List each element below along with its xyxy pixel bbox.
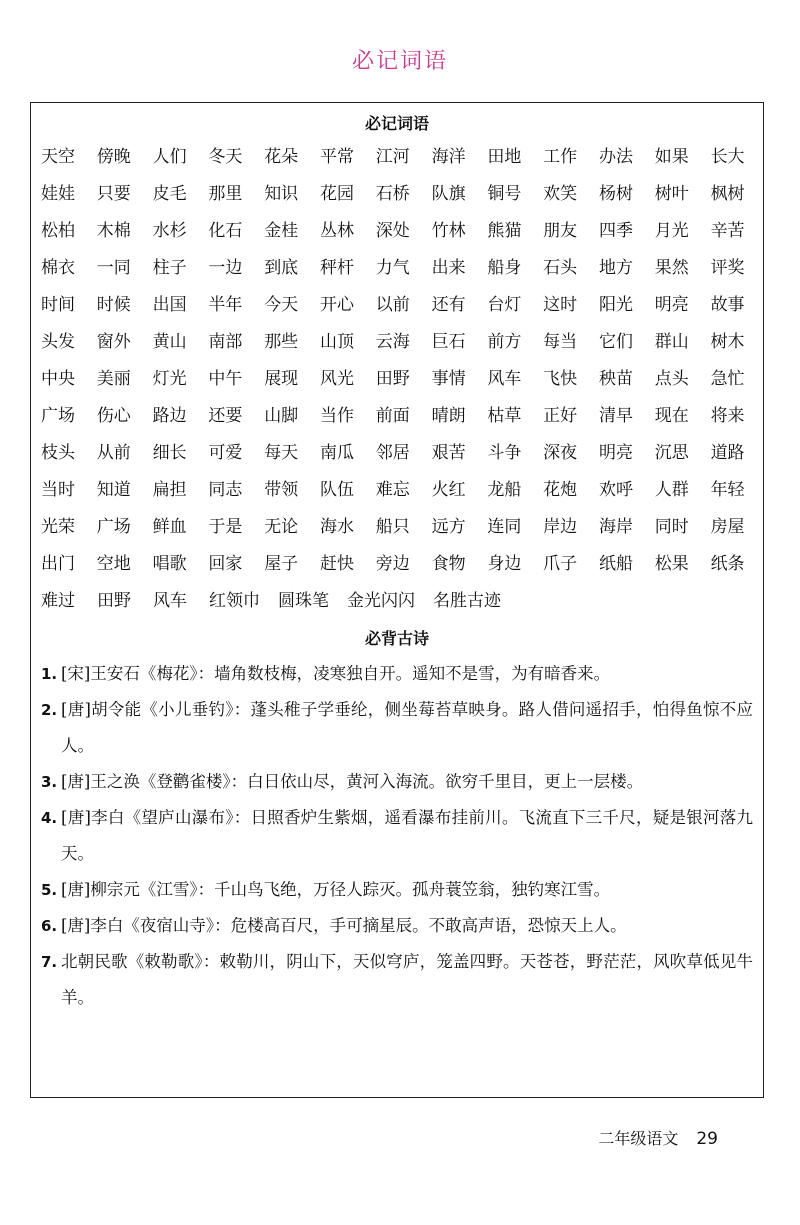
- word-item: 前面: [375, 406, 410, 426]
- word-item: 红领巾: [209, 591, 260, 611]
- word-item: 松柏: [41, 221, 75, 241]
- word-item: 还有: [431, 295, 466, 315]
- word-item: 半年: [208, 295, 243, 315]
- word-item: 力气: [375, 258, 410, 278]
- word-item: 阳光: [598, 295, 633, 315]
- word-item: 时候: [96, 295, 131, 315]
- word-item: 清早: [598, 406, 633, 426]
- word-item: 点头: [654, 369, 689, 389]
- words-grid: [41, 139, 753, 583]
- word-item: 事情: [431, 369, 466, 389]
- word-item: 丛林: [319, 221, 354, 241]
- word-item: 光荣: [41, 517, 75, 537]
- word-item: 窗外: [96, 332, 131, 352]
- word-item: 石头: [543, 258, 578, 278]
- word-item: 花园: [319, 184, 354, 204]
- word-item: 皮毛: [152, 184, 187, 204]
- word-item: 水杉: [152, 221, 187, 241]
- poem-number: 4.: [41, 809, 58, 827]
- word-item: 枫树: [710, 184, 745, 204]
- word-item: 名胜古迹: [433, 591, 501, 611]
- word-item: 深处: [375, 221, 410, 241]
- word-item: 海洋: [431, 147, 466, 167]
- word-item: 细长: [152, 443, 187, 463]
- poem-text: [唐]胡令能《小儿垂钓》：蓬头稚子学垂纶，侧坐莓苔草映身。路人借问遥招手，怕得鱼惊不应人。: [61, 700, 753, 755]
- word-item: 赶快: [319, 554, 354, 574]
- word-item: 花炮: [543, 480, 578, 500]
- word-item: 年轻: [710, 480, 745, 500]
- word-item: 办法: [598, 147, 633, 167]
- poem-text: [唐]王之涣《登鹳雀楼》：白日依山尽，黄河入海流。欲穷千里目，更上一层楼。: [61, 772, 644, 791]
- word-item: 如果: [654, 147, 689, 167]
- word-item: 出国: [152, 295, 187, 315]
- word-item: 那里: [208, 184, 243, 204]
- word-item: 队伍: [319, 480, 354, 500]
- word-item: 海岸: [598, 517, 633, 537]
- word-item: 果然: [654, 258, 689, 278]
- word-item: 可爱: [208, 443, 243, 463]
- word-item: 船身: [487, 258, 522, 278]
- poem-text: [唐]李白《夜宿山寺》：危楼高百尺，手可摘星辰。不敢高声语，恐惊天上人。: [61, 916, 627, 935]
- word-item: 巨石: [431, 332, 466, 352]
- poem-number: 6.: [41, 917, 58, 935]
- word-item: 风车: [487, 369, 522, 389]
- word-item: 棉衣: [41, 258, 75, 278]
- word-item: 朋友: [543, 221, 578, 241]
- word-item: 伤心: [96, 406, 131, 426]
- word-item: 空地: [96, 554, 131, 574]
- word-item: 当时: [41, 480, 75, 500]
- word-item: 化石: [208, 221, 243, 241]
- word-item: 欢笑: [543, 184, 578, 204]
- poem-item: [41, 764, 753, 800]
- word-item: 地方: [598, 258, 633, 278]
- word-item: 傍晚: [96, 147, 131, 167]
- word-item: 纸条: [710, 554, 745, 574]
- word-item: 月光: [654, 221, 689, 241]
- words-section-title: 必记词语: [364, 114, 429, 133]
- word-item: 路边: [152, 406, 187, 426]
- poem-number: 1.: [41, 665, 58, 683]
- word-item: 柱子: [152, 258, 187, 278]
- word-item: 火红: [431, 480, 466, 500]
- word-item: 旁边: [375, 554, 410, 574]
- word-item: 广场: [41, 406, 75, 426]
- word-item: 队旗: [431, 184, 466, 204]
- word-item: 枯草: [487, 406, 522, 426]
- word-item: 它们: [598, 332, 633, 352]
- word-item: 枝头: [41, 443, 75, 463]
- word-item: 飞快: [543, 369, 578, 389]
- word-item: 南瓜: [319, 443, 354, 463]
- word-item: 带领: [264, 480, 299, 500]
- word-item: 现在: [654, 406, 689, 426]
- word-item: 邻居: [375, 443, 410, 463]
- word-item: 无论: [264, 517, 299, 537]
- word-item: 杨树: [598, 184, 633, 204]
- page-header-title: 必记词语: [351, 49, 448, 74]
- poem-item: [41, 692, 753, 764]
- word-item: 出来: [431, 258, 466, 278]
- word-item: 同时: [654, 517, 689, 537]
- word-item: 冬天: [208, 147, 243, 167]
- word-item: 艰苦: [431, 443, 466, 463]
- word-item: 娃娃: [41, 184, 75, 204]
- word-item: 熊猫: [487, 221, 522, 241]
- poem-item: [41, 872, 753, 908]
- word-item: 同志: [208, 480, 243, 500]
- word-item: 知识: [264, 184, 299, 204]
- word-item: 唱歌: [152, 554, 187, 574]
- word-item: 只要: [96, 184, 131, 204]
- word-item: 食物: [431, 554, 466, 574]
- word-item: 难过: [41, 591, 75, 611]
- word-item: 展现: [264, 369, 299, 389]
- word-item: 树叶: [654, 184, 689, 204]
- word-item: 江河: [375, 147, 410, 167]
- word-item: 到底: [264, 258, 299, 278]
- poem-text: [宋]王安石《梅花》：墙角数枝梅，凌寒独自开。遥知不是雪，为有暗香来。: [61, 664, 611, 683]
- word-item: 知道: [96, 480, 131, 500]
- poem-text: [唐]柳宗元《江雪》：千山鸟飞绝，万径人踪灭。孤舟蓑笠翁，独钓寒江雪。: [61, 880, 611, 899]
- poem-number: 3.: [41, 773, 58, 791]
- word-item: 爪子: [543, 554, 578, 574]
- word-item: 开心: [319, 295, 354, 315]
- word-item: 铜号: [487, 184, 522, 204]
- word-item: 将来: [710, 406, 745, 426]
- word-item: 斗争: [487, 443, 522, 463]
- word-item: 中午: [208, 369, 243, 389]
- poem-item: [41, 944, 753, 1016]
- word-item: 长大: [710, 147, 745, 167]
- word-item: 还要: [208, 406, 243, 426]
- word-item: 房屋: [710, 517, 745, 537]
- word-item: 扁担: [152, 480, 187, 500]
- word-item: 正好: [543, 406, 578, 426]
- word-item: 头发: [41, 332, 75, 352]
- word-item: 那些: [264, 332, 299, 352]
- poem-number: 7.: [41, 953, 58, 971]
- word-item: 以前: [375, 295, 410, 315]
- content-frame: [30, 102, 764, 1098]
- word-item: 竹林: [431, 221, 466, 241]
- word-item: 今天: [264, 295, 299, 315]
- word-item: 石桥: [375, 184, 410, 204]
- word-item: 一边: [208, 258, 243, 278]
- word-item: 美丽: [96, 369, 131, 389]
- word-item: 树木: [710, 332, 745, 352]
- word-item: 船只: [375, 517, 410, 537]
- word-item: 急忙: [710, 369, 745, 389]
- word-item: 明亮: [598, 443, 633, 463]
- poem-item: [41, 656, 753, 692]
- poem-text: 北朝民歌《敕勒歌》：敕勒川，阴山下，天似穹庐，笼盖四野。天苍苍，野茫茫，风吹草低见牛羊。: [61, 952, 753, 1007]
- word-item: 于是: [208, 517, 243, 537]
- word-item: 秧苗: [598, 369, 633, 389]
- word-item: 四季: [598, 221, 633, 241]
- word-item: 人们: [152, 147, 187, 167]
- word-item: 屋子: [264, 554, 299, 574]
- word-item: 欢呼: [598, 480, 633, 500]
- footer-label: 二年级语文: [598, 1129, 679, 1148]
- word-item: 一同: [96, 258, 131, 278]
- word-item: 田野: [375, 369, 410, 389]
- word-item: 天空: [41, 147, 75, 167]
- words-last-row: [41, 583, 753, 620]
- poem-number: 5.: [41, 881, 58, 899]
- word-item: 时间: [41, 295, 75, 315]
- page-number: 29: [696, 1129, 718, 1149]
- word-item: 人群: [654, 480, 689, 500]
- word-item: 远方: [431, 517, 466, 537]
- word-item: 田地: [487, 147, 522, 167]
- poems-list: [41, 656, 753, 1016]
- word-item: 沉思: [654, 443, 689, 463]
- word-item: 群山: [654, 332, 689, 352]
- word-item: 金光闪闪: [347, 591, 415, 611]
- word-item: 平常: [319, 147, 354, 167]
- word-item: 山顶: [319, 332, 354, 352]
- word-item: 海水: [319, 517, 354, 537]
- word-item: 岸边: [543, 517, 578, 537]
- word-item: 道路: [710, 443, 745, 463]
- word-item: 台灯: [487, 295, 522, 315]
- poem-number: 2.: [41, 701, 58, 719]
- word-item: 花朵: [264, 147, 299, 167]
- word-item: 木棉: [96, 221, 131, 241]
- word-item: 晴朗: [431, 406, 466, 426]
- word-item: 纸船: [598, 554, 633, 574]
- word-item: 龙船: [487, 480, 522, 500]
- word-item: 南部: [208, 332, 243, 352]
- word-item: 辛苦: [710, 221, 745, 241]
- word-item: 风车: [153, 591, 187, 611]
- word-item: 金桂: [264, 221, 299, 241]
- word-item: 明亮: [654, 295, 689, 315]
- word-item: 评奖: [710, 258, 745, 278]
- word-item: 鲜血: [152, 517, 187, 537]
- word-item: 这时: [543, 295, 578, 315]
- poem-text: [唐]李白《望庐山瀑布》：日照香炉生紫烟，遥看瀑布挂前川。飞流直下三千尺，疑是银河落九天。: [61, 808, 753, 863]
- word-item: 中央: [41, 369, 75, 389]
- word-item: 灯光: [152, 369, 187, 389]
- word-item: 松果: [654, 554, 689, 574]
- word-item: 深夜: [543, 443, 578, 463]
- word-item: 连同: [487, 517, 522, 537]
- word-item: 前方: [487, 332, 522, 352]
- word-item: 每天: [264, 443, 299, 463]
- word-item: 田野: [97, 591, 131, 611]
- word-item: 回家: [208, 554, 243, 574]
- word-item: 风光: [319, 369, 354, 389]
- word-item: 身边: [487, 554, 522, 574]
- word-item: 每当: [543, 332, 578, 352]
- poem-item: [41, 800, 753, 872]
- word-item: 秤杆: [319, 258, 354, 278]
- poems-section-title: 必背古诗: [364, 629, 429, 648]
- word-item: 山脚: [264, 406, 299, 426]
- word-item: 从前: [96, 443, 131, 463]
- word-item: 难忘: [375, 480, 410, 500]
- word-item: 黄山: [152, 332, 187, 352]
- page-footer: [598, 1126, 718, 1149]
- word-item: 当作: [319, 406, 354, 426]
- word-item: 圆珠笔: [278, 591, 329, 611]
- word-item: 广场: [96, 517, 131, 537]
- word-item: 故事: [710, 295, 745, 315]
- poem-item: [41, 908, 753, 944]
- word-item: 工作: [543, 147, 578, 167]
- word-item: 出门: [41, 554, 75, 574]
- word-item: 云海: [375, 332, 410, 352]
